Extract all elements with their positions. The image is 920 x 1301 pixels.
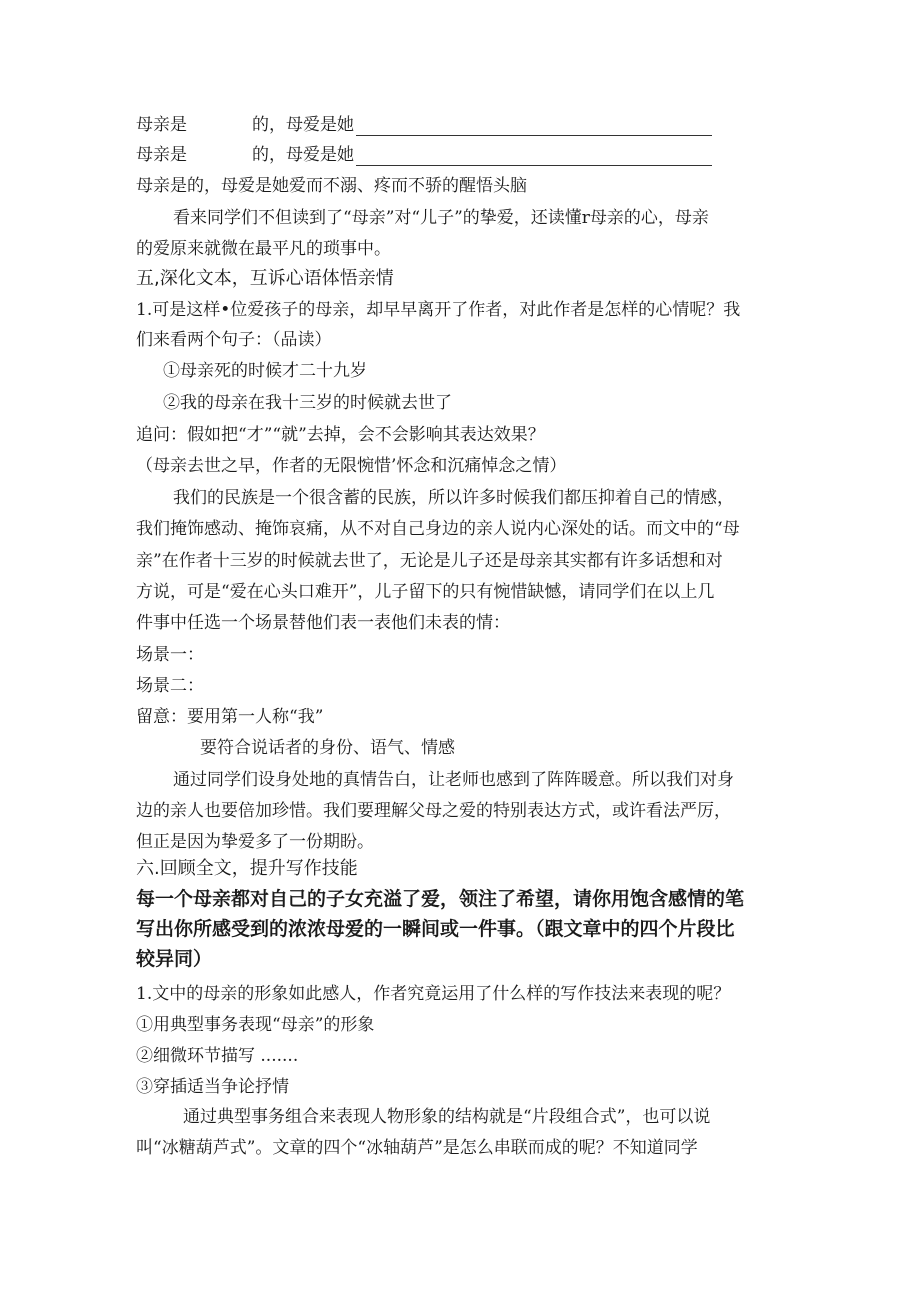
text-line: 1.文中的母亲的形象如此感人，作者究竟运用了什么样的写作技法来表现的呢？ xyxy=(136,984,731,1004)
text-line: 要符合说话者的身份、语气、情感 xyxy=(200,738,455,758)
list-item: ③穿插适当争论抒情 xyxy=(136,1077,289,1097)
text-line: 亲”在作者十三岁的时候就去世了，无论是儿子还是母亲其实都有许多话想和对 xyxy=(136,551,723,571)
text-line: 但正是因为挚爱多了一份期盼。 xyxy=(136,832,374,852)
text-line: 通过同学们设身处地的真情告白，让老师也感到了阵阵暖意。所以我们对身 xyxy=(173,770,734,790)
text-line: 通过典型事务组合来表现人物形象的结构就是“片段组合式”，也可以说 xyxy=(183,1107,711,1127)
text-line: 1.可是这样•位爱孩子的母亲，却早早离开了作者，对此作者是怎样的心情呢？我 xyxy=(136,300,741,320)
text-line: 叫“冰糖葫芦式”。文章的四个“冰轴葫芦”是怎么串联而成的呢？不知道同学 xyxy=(136,1138,698,1158)
text-line: 看来同学们不但读到了“母亲”对“儿子”的挚爱，还读懂r母亲的心，母亲 xyxy=(173,208,709,228)
section-heading-6: 六.回顾全文，提升写作技能 xyxy=(136,858,358,879)
answer-blank[interactable] xyxy=(356,149,712,166)
blank-prefix: 母亲是 xyxy=(136,145,187,165)
text-line: （母亲去世之早，作者的无限惋惜’怀念和沉痛悼念之情） xyxy=(136,456,567,476)
blank-suffix: 的，母爱是她 xyxy=(252,115,354,135)
bold-paragraph-line: 较异同） xyxy=(136,948,213,970)
fill-blank-line-2 xyxy=(136,144,786,166)
text-line: 们来看两个句子：（品读） xyxy=(136,330,332,350)
text-line: 方说，可是“爱在心头口难开”，儿子留下的只有惋惜缺憾，请同学们在以上几 xyxy=(136,582,715,602)
text-line: 我们掩饰感动、掩饰哀痛，从不对自己身边的亲人说内心深处的话。而文中的“母 xyxy=(136,519,740,539)
text-line: 母亲是的，母爱是她爱而不溺、疼而不骄的醒悟头脑 xyxy=(136,176,527,196)
text-line: 我们的民族是一个很含蓄的民族，所以许多时候我们都压抑着自己的情感， xyxy=(173,488,734,508)
bold-paragraph-line: 写出你所感受到的浓浓母爱的一瞬间或一件事。（跟文章中的四个片段比 xyxy=(136,918,735,940)
blank-suffix: 的，母爱是她 xyxy=(252,145,354,165)
text-line: 场景二： xyxy=(136,676,204,696)
list-item: ②我的母亲在我十三岁的时候就去世了 xyxy=(163,393,452,413)
answer-blank[interactable] xyxy=(356,119,712,136)
fill-blank-line-1 xyxy=(136,114,786,136)
blank-prefix: 母亲是 xyxy=(136,115,187,135)
bold-paragraph-line: 每一个母亲都对自己的子女充溢了爱，领注了希望，请你用饱含感情的笔 xyxy=(136,888,745,910)
text-line: 件事中任选一个场景替他们表一表他们未表的情： xyxy=(136,613,510,633)
list-item: ①用典型事务表现“母亲”的形象 xyxy=(136,1015,375,1035)
list-item: ①母亲死的时候才二十九岁 xyxy=(163,361,367,381)
text-line: 留意：要用第一人称“我” xyxy=(136,707,324,727)
text-line: 的爱原来就微在最平凡的琐事中。 xyxy=(136,239,391,259)
section-heading-5: 五,深化文本，互诉心语体悟亲情 xyxy=(136,268,394,289)
text-line: 追问：假如把“才”“就”去掉，会不会影响其表达效果？ xyxy=(136,425,545,445)
list-item: ②细微环节描写 ....... xyxy=(136,1046,299,1066)
text-line: 场景一： xyxy=(136,645,204,665)
text-line: 边的亲人也要倍加珍惜。我们要理解父母之爱的特别表达方式，或许看法严厉， xyxy=(136,801,731,821)
